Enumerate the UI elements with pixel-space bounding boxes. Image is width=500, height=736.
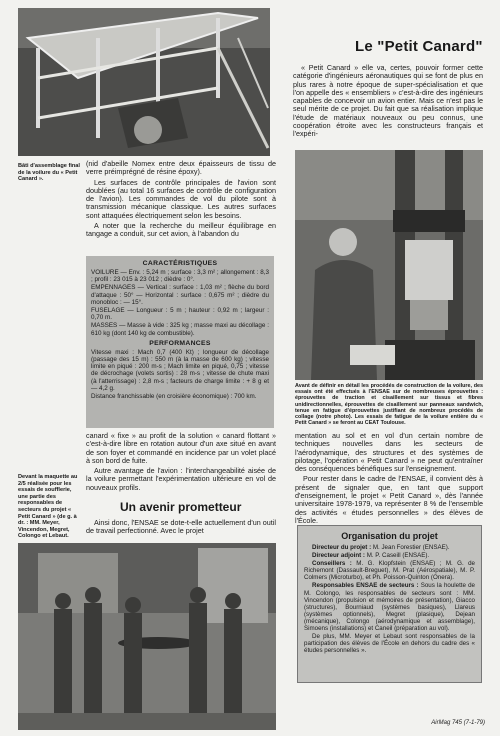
specs-heading-characteristics: CARACTÉRISTIQUES [142,260,218,267]
photo-top-caption: Bâti d'assemblage final de la voilure du « Petit Canard ». [18,163,80,183]
photo-team-model [18,543,276,730]
org-paragraph [304,582,475,632]
organisation-heading: Organisation du projet [341,531,438,541]
left-intro-paragraph-2: Les surfaces de contrôle principales de l'avion sont doublées (au total 16 surfaces de contrôle de configuration de l'avion). Les commandes de vol du pilote sont à transmission mécanique classique. Les autres surfaces sont attaquées électriquement selon les besoins. [86,177,276,220]
promoteur-paragraph: Ainsi donc, l'ENSAE se dote-t-elle actuellement d'un outil de travail perfectionné. Avec le projet [86,518,276,536]
right-mid-paragraph-1: mentation au sol et en vol d'un certain nombre de techniques nouvelles dans les secteurs de l'aérodynamique, des structures et des systèmes de pilotage, l'opération « Petit Canard » ne peut qu'entraîner des conséquences bénéfiques sur l'enseignement. [295,431,483,474]
left-mid-paragraph-1: canard « fixe » au profit de la solution « canard flottant » c'est-à-dire libre en rotation autour d'un axe situé en avant de son foyer et commandé en incidence par un volet placé à son bord de fuite. [86,431,276,465]
right-intro-paragraph: « Petit Canard » elle va, certes, pouvoir former cette catégorie d'ingénieurs aéronautiques qui se font de plus en plus rares à notre époque de super-spécialisation et que l'on appelle des « ensembliers » c'est-à-dire des ingénieurs capables de concevoir un avion entier. Mais ce n'est pas le seul mérite de ce projet. Du fait que sa réalisation implique l'étude de matériaux nouveaux ou peu connus, une coopération étroite avec les constructeurs français et l'expéri- [293,63,483,139]
org-label: Conseillers : [312,560,352,568]
assembly-jig-image [18,8,270,156]
right-mid-paragraph-2: Pour rester dans le cadre de l'ENSAE, il convient dès à présent de signaler que, en tant que support d'enseignement, le projet « Petit Canard », dès l'année universitaire 1978-1979, va représenter 8 % de l'ensemble des activités « études personnelles » des élèves de l'École. [295,474,483,525]
org-paragraph [304,560,475,581]
specs-heading-performances: PERFORMANCES [149,339,211,347]
org-text: Sous la houlette de M. Colongo, les responsables de secteurs sont : MM. Vincendon (propulsion et mémoires de présentation), Giacco (structures), Bourniaud (systèmes basiques), Llareus (systèmes optionnels), Megret (plasique), Dejean (mécanique), Colongo (aérodynamique et assemblage), Simoens (installations) et Caneil (préparation au vol). [304,582,475,633]
right-mid-text [295,432,483,527]
photo-test-machine [295,150,483,380]
org-paragraph [304,552,475,559]
spec-line: Distance franchissable (en croisière économique) : 700 km. [91,393,257,401]
org-paragraph [304,544,475,551]
spec-line: EMPENNAGES — Vertical : surface : 1,03 m² ; flèche du bord d'attaque : 50° — Horizontal : surface : 0,675 m² ; dièdre du monobloc : — 15°. [91,284,269,306]
right-intro-text [293,64,483,141]
org-text: M. Jean Forestier (ENSAE). [372,544,450,551]
maquette-caption: Devant la maquette au 2/5 réalisée pour les essais de soufflerie, une partie des responsables de secteurs du projet « Petit Canard » (de g. à dr. : MM. Meyer, Vincendon, Megret, Colongo et Lebaut. [18,474,78,540]
test-machine-image [295,150,483,380]
left-intro-paragraph-3: A noter que la recherche du meilleur équilibrage en tangage a conduit, sur cet avion, à l'abandon du [86,221,276,239]
specifications-box [86,256,274,428]
spec-line: FUSELAGE — Longueur : 5 m ; hauteur : 0,92 m ; largeur : 0,70 m. [91,307,269,322]
org-label: Directeur adjoint : [312,552,365,560]
org-text: M. G. Klopfstein (ENSAE) ; M. G. de Richemont (Dassault-Breguet), M. Prat (Aérospatiale), M. P. Colmers (Microturbo), et Ph. Poisson-Quinton (Onera). [304,560,475,582]
organisation-box [297,525,482,683]
org-text: M. P. Caseill (ENSAE). [366,552,430,560]
spec-line: MASSES — Masse à vide : 325 kg ; masse maxi au décollage : 610 kg (dont 140 kg de combustible). [91,322,269,337]
org-label: Directeur du projet : [312,544,372,551]
page-footer: AirMag 745 (7-1-79) [431,720,485,726]
section-heading-promoteur: Un avenir prometteur [120,500,242,514]
left-intro-text [86,160,276,241]
org-text: De plus, MM. Meyer et Lebaut sont responsables de la participation des élèves de l'École en dehors du cadre des « études personnelles ». [304,633,475,655]
spec-line: Vitesse maxi : Mach 0,7 (400 Kt) ; longueur de décollage (passage des 15 m) : 550 m (à la masse de 600 kg) ; vitesse limite en piqué : 200 m-s ; Mach limite en piqué, 0,75 ; vitesse de décrochage (volets sortis) : 28 m-s ; vitesse de chute maxi (à l'atterrissage) : 2,8 m-s ; facteurs de charge limite : + 8 g et — 4,2 g. [91,348,269,392]
left-mid-paragraph-2: Autre avantage de l'avion : l'interchangeabilité aisée de la voilure permettant l'expérimentation ultérieure en vol de nouveaux profils. [86,466,276,492]
spec-line: VOILURE — Env. : 5,24 m ; surface : 3,3 m² ; allongement : 8,3 ; profil : 23 015 à 23 012 ; dièdre : 0°. [91,269,269,284]
photo-assembly-jig [18,8,270,156]
left-mid-text [86,432,276,494]
test-machine-caption: Avant de définir en détail les procédés de construction de la voilure, des essais ont été effectués à l'ENSAE sur de nombreuses éprouvettes : éprouvettes de traction et cisaillement sur tissus et fibres unidirectionnelles, éprouvettes de cisaillement sur panneaux sandwich, tenue en fatigue d'éprouvettes justifiant de nombreux procédés de collage (notre photo). Les essais de fatigue de la voilure entière du « Petit Canard » se feront au CEAT Toulouse. [295,383,483,427]
team-model-image [18,543,276,730]
page-title: Le "Petit Canard" [355,38,483,55]
org-label: Responsables ENSAE de secteurs : [312,582,419,590]
org-paragraph [304,633,475,654]
left-intro-paragraph-1: (nid d'abeille Nomex entre deux épaisseurs de tissu de verre préimprégné de résine époxy). [86,159,276,177]
promoteur-text [86,519,276,538]
